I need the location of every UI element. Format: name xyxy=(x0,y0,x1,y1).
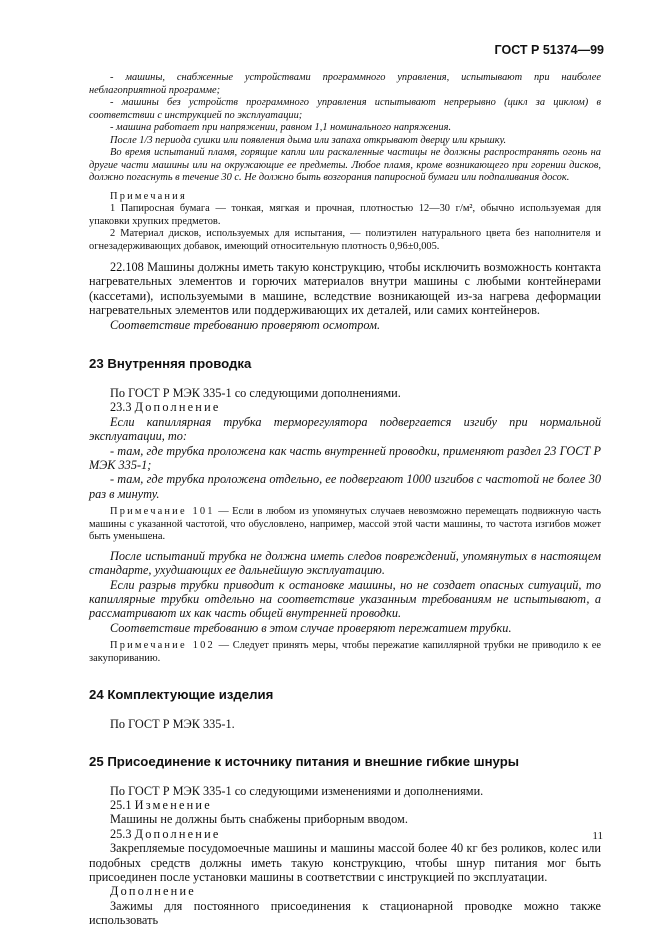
note-101-text: — Если в любом из упомянутых случаев невозможно перемещать подвижную часть машины с указанной частотой, что обусловлено, например, массой этой части машины, то частота изгибов может быть уменьшена. xyxy=(89,506,601,543)
section-23-ref: По ГОСТ Р МЭК 335-1 со следующими дополнениями. xyxy=(110,386,401,401)
condition-voltage: - машина работает при напряжении, равном 1,1 номинального напряжения. xyxy=(110,122,452,133)
addition-label: Дополнение xyxy=(110,884,196,899)
subsection-label: Изменение xyxy=(134,798,212,813)
subsection-23-3 xyxy=(89,400,601,414)
notes-heading: Примечания xyxy=(110,190,187,202)
note-2: 2 Материал дисков, используемых для испытания, — полиэтилен натурального цвета без наполнителя и огнезадерживающих добавок, имеющий относительную плотность 0,96±0,005. xyxy=(89,228,601,252)
note-102-label: Примечание 102 xyxy=(110,640,215,652)
note-102 xyxy=(89,640,601,665)
subsection-25-3 xyxy=(89,827,601,841)
note-1: 1 Папиросная бумага — тонкая, мягкая и прочная, плотностью 12—30 г/м², обычно используемая для упаковки хрупких предметов. xyxy=(89,203,601,227)
page-number: 11 xyxy=(592,830,603,842)
subsection-number: 25.3 xyxy=(110,826,132,841)
compression-check: Соответствие требованию в этом случае проверяют пережатием трубки. xyxy=(110,620,512,635)
section-25-title: 25 Присоединение к источнику питания и внешние гибкие шнуры xyxy=(89,753,520,769)
note-102-text: — Следует принять меры, чтобы пережатие капиллярной трубки не приводило к ее закупориванию. xyxy=(89,640,601,664)
note-101-label: Примечание 101 xyxy=(110,506,215,518)
capillary-intro: Если капиллярная трубка терморегулятора подвергается изгибу при нормальной эксплуатации, то: xyxy=(89,414,601,444)
clause-22-108-check: Соответствие требованию проверяют осмотром. xyxy=(110,317,381,332)
standard-code: ГОСТ Р 51374—99 xyxy=(494,43,604,57)
section-23-title: 23 Внутренняя проводка xyxy=(89,356,252,372)
condition-unprogrammed: - машины без устройств программного управления испытывают непрерывно (цикл за циклом) в соответствии с инструкцией по эксплуатации; xyxy=(89,97,601,121)
capillary-separate: - там, где трубка проложена отдельно, ее подвергают 1000 изгибов с частотой не более 30 раз в минуту. xyxy=(89,472,601,501)
subsection-25-3-text: Закрепляемые посудомоечные машины и машины массой более 40 кг без роликов, колес или подобных средств должны иметь такую конструкцию, чтобы шнур питания мог быть присоединен после установки машины в соответствии с инструкцией по эксплуатации. xyxy=(89,841,601,885)
clause-22-108: 22.108 Машины должны иметь такую конструкцию, чтобы исключить возможность контакта нагревательных элементов и горючих материалов внутри машины с любыми контейнерами (кассетами), используемыми в машине, вследствие возникающей из-за нагрева деформации нагревательных элементов или поддерживающих их деталей, или самих контейнеров. xyxy=(89,260,601,318)
subsection-label: Дополнение xyxy=(134,826,221,841)
page-content xyxy=(89,72,601,928)
subsection-25-1 xyxy=(89,798,601,812)
note-101 xyxy=(89,506,601,544)
section-24-ref: По ГОСТ Р МЭК 335-1. xyxy=(110,717,235,732)
section-25-ref: По ГОСТ Р МЭК 335-1 со следующими изменениями и дополнениями. xyxy=(110,783,484,798)
rupture-clause: Если разрыв трубки приводит к остановке машины, но не создает опасных ситуаций, то капиллярные трубки отдельно на соответствие указанным требованиям не испытывают, а рассматривают их как часть общей внутренней проводки. xyxy=(89,577,601,621)
subsection-number: 23.3 xyxy=(110,400,132,415)
after-test-damage: После испытаний трубка не должна иметь следов повреждений, упомянутых в настоящем стандарте, ухудшающих ее дальнейшую эксплуатацию. xyxy=(89,548,601,578)
section-24-title: 24 Комплектующие изделия xyxy=(89,687,274,703)
capillary-internal: - там, где трубка проложена как часть внутренней проводки, применяют раздел 23 ГОСТ Р МЭК 335-1; xyxy=(89,443,601,473)
condition-door-open: После 1/3 периода сушки или появления дыма или запаха открывают дверцу или крышку. xyxy=(110,134,507,146)
subsection-25-1-text: Машины не должны быть снабжены приборным вводом. xyxy=(110,812,408,827)
subsection-number: 25.1 xyxy=(110,798,132,813)
condition-programmed: - машины, снабженные устройствами программного управления, испытывают при наиболее неблагоприятной программе; xyxy=(89,72,601,96)
subsection-label: Дополнение xyxy=(134,400,221,415)
addition-text: Зажимы для постоянного присоединения к стационарной проводке можно также использовать xyxy=(89,898,601,928)
condition-flame: Во время испытаний пламя, горящие капли или раскаленные частицы не должны распространять огонь на другие части машины или на окружающие ее предметы. Любое пламя, кроме возникающего при горении дисков, должно погаснуть в течение 30 с. Не должно быть возгорания папиросной бумаги или подпаливания досок. xyxy=(89,147,601,183)
